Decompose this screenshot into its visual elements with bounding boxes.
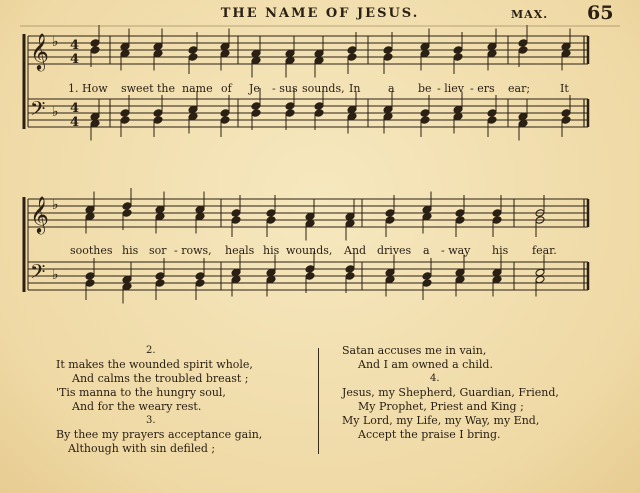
hymn-title: THE NAME OF JESUS. (220, 6, 420, 21)
note-head (345, 265, 355, 274)
lyric-word: his (122, 244, 139, 257)
note-head (385, 268, 395, 277)
note-head (561, 109, 571, 118)
note-head (455, 209, 465, 218)
note-head (561, 116, 571, 125)
note-head (231, 209, 241, 218)
note-head (305, 219, 315, 228)
note-head (455, 268, 465, 277)
note-head (420, 116, 430, 125)
lyric-word: sweet (121, 82, 154, 95)
note-head (518, 46, 528, 55)
note-head (345, 272, 355, 281)
note-head (251, 102, 261, 111)
note-head (266, 268, 276, 277)
verse-line: My Lord, my Life, my Way, my End, (342, 414, 540, 427)
verse-number: 2. (146, 345, 156, 356)
note-head (487, 109, 497, 118)
lyric-word: - ers (470, 82, 495, 95)
note-head (120, 116, 130, 125)
time-signature-bottom: 4 (70, 52, 80, 67)
flat-sign-icon: ♭ (52, 267, 59, 283)
lyric-word: And (344, 244, 367, 257)
note-head (518, 112, 528, 121)
verse-line: Accept the praise I bring. (358, 428, 501, 441)
note-head (231, 216, 241, 225)
lyric-word: Je (249, 82, 260, 95)
verse-line: And calms the troubled breast ; (72, 372, 249, 385)
note-head (561, 42, 571, 51)
note-head (314, 56, 324, 65)
note-head (195, 272, 205, 281)
verses-left (56, 344, 316, 456)
note-head (314, 49, 324, 58)
note-head (385, 216, 395, 225)
lyric-word: It (560, 82, 569, 95)
lyric-word: sounds, (302, 82, 345, 95)
verse-line: Although with sin defiled ; (68, 442, 216, 455)
verses-right (342, 344, 622, 442)
page-number: 65 (587, 2, 614, 24)
note-head (195, 279, 205, 288)
note-head (266, 216, 276, 225)
note-head (85, 212, 95, 221)
note-head (453, 46, 463, 55)
note-head (422, 272, 432, 281)
note-head (305, 212, 315, 221)
note-head (251, 49, 261, 58)
note-head (285, 102, 295, 111)
verse-line: My Prophet, Priest and King ; (358, 400, 524, 413)
note-head (305, 265, 315, 274)
note-head (314, 109, 324, 118)
note-head (251, 56, 261, 65)
note-head (122, 282, 132, 291)
flat-sign-icon: ♭ (52, 197, 59, 213)
note-head (422, 279, 432, 288)
treble-clef-icon: 𝄞 (30, 195, 49, 233)
lyric-word: - liev (437, 82, 464, 95)
note-head (90, 39, 100, 48)
note-head (153, 109, 163, 118)
lyric-word: his (492, 244, 509, 257)
note-head (122, 209, 132, 218)
column-divider (318, 348, 319, 454)
note-head (153, 42, 163, 51)
note-head (453, 105, 463, 114)
note-head (518, 39, 528, 48)
note-head (285, 49, 295, 58)
note-head (155, 205, 165, 214)
note-head (90, 119, 100, 128)
note-head (153, 116, 163, 125)
note-head (220, 116, 230, 125)
flat-sign-icon: ♭ (52, 104, 59, 120)
lyric-word: In (349, 82, 361, 95)
verse-line: 'Tis manna to the hungry soul, (56, 386, 226, 399)
lyric-word: a (388, 82, 395, 95)
lyric-word: the (157, 82, 176, 95)
treble-clef-icon: 𝄞 (30, 32, 49, 70)
lyric-word: soothes (70, 244, 113, 257)
tune-name: MAX. (511, 8, 549, 21)
lyric-word: name (182, 82, 213, 95)
note-head (347, 46, 357, 55)
note-head (420, 42, 430, 51)
note-head (188, 112, 198, 121)
lyric-word: sor (149, 244, 167, 257)
note-head (383, 112, 393, 121)
verse-line: And I am owned a child. (358, 358, 493, 371)
note-head (120, 49, 130, 58)
note-head (220, 49, 230, 58)
note-head (251, 109, 261, 118)
note-head (518, 119, 528, 128)
note-head (120, 42, 130, 51)
note-head (122, 202, 132, 211)
note-head (90, 46, 100, 55)
note-head (188, 105, 198, 114)
lyric-word: be (418, 82, 432, 95)
note-head (422, 212, 432, 221)
note-head (492, 209, 502, 218)
bass-clef-icon: 𝄢 (30, 97, 46, 125)
note-head (453, 112, 463, 121)
note-head (285, 109, 295, 118)
lyric-word: a (423, 244, 430, 257)
verse-number: 3. (146, 415, 156, 426)
note-head (220, 42, 230, 51)
note-head (285, 56, 295, 65)
note-head (383, 105, 393, 114)
lyric-word: of (221, 82, 232, 95)
note-head (385, 209, 395, 218)
note-head (492, 216, 502, 225)
note-head (155, 279, 165, 288)
note-head (90, 112, 100, 121)
note-head (122, 275, 132, 284)
note-head (153, 49, 163, 58)
note-head (383, 46, 393, 55)
note-head (188, 53, 198, 62)
time-signature-top: 4 (70, 101, 80, 116)
note-head (347, 53, 357, 62)
note-head (195, 212, 205, 221)
lyric-word: drives (377, 244, 412, 257)
note-head (422, 205, 432, 214)
note-head (487, 49, 497, 58)
note-head (85, 279, 95, 288)
lyric-word: wounds, (286, 244, 333, 257)
note-head (220, 109, 230, 118)
note-head (314, 102, 324, 111)
note-head (455, 275, 465, 284)
note-head (231, 268, 241, 277)
verse-line: And for the weary rest. (72, 400, 202, 413)
note-head (345, 219, 355, 228)
note-head (487, 116, 497, 125)
verse-line: By thee my prayers acceptance gain, (56, 428, 263, 441)
verse-line: Jesus, my Shepherd, Guardian, Friend, (342, 386, 559, 399)
note-head (347, 112, 357, 121)
note-head (453, 53, 463, 62)
note-head (266, 275, 276, 284)
note-head (420, 109, 430, 118)
note-head (535, 275, 545, 284)
note-head (85, 205, 95, 214)
verse-number: 4. (430, 373, 440, 384)
verse-line: It makes the wounded spirit whole, (56, 358, 253, 371)
bass-clef-icon: 𝄢 (30, 260, 46, 288)
lyric-word: his (263, 244, 280, 257)
note-head (266, 209, 276, 218)
lyric-word: ear; (508, 82, 531, 95)
note-head (155, 272, 165, 281)
lyric-word: - way (441, 244, 471, 257)
note-head (231, 275, 241, 284)
verse-line: Satan accuses me in vain, (342, 344, 487, 357)
flat-sign-icon: ♭ (52, 34, 59, 50)
note-head (345, 212, 355, 221)
note-head (155, 212, 165, 221)
note-head (120, 109, 130, 118)
time-signature-bottom: 4 (70, 115, 80, 130)
note-head (420, 49, 430, 58)
lyric-word: fear. (532, 244, 557, 257)
note-head (492, 268, 502, 277)
note-head (487, 42, 497, 51)
note-head (385, 275, 395, 284)
note-head (85, 272, 95, 281)
note-head (492, 275, 502, 284)
lyric-word: - sus (272, 82, 298, 95)
lyric-word: - rows, (174, 244, 212, 257)
note-head (383, 53, 393, 62)
note-head (195, 205, 205, 214)
lyric-word: heals (225, 244, 255, 257)
note-head (305, 272, 315, 281)
note-head (535, 268, 545, 277)
note-head (347, 105, 357, 114)
note-head (455, 216, 465, 225)
note-head (188, 46, 198, 55)
time-signature-top: 4 (70, 38, 80, 53)
note-head (561, 49, 571, 58)
lyric-word: 1. How (68, 82, 108, 95)
